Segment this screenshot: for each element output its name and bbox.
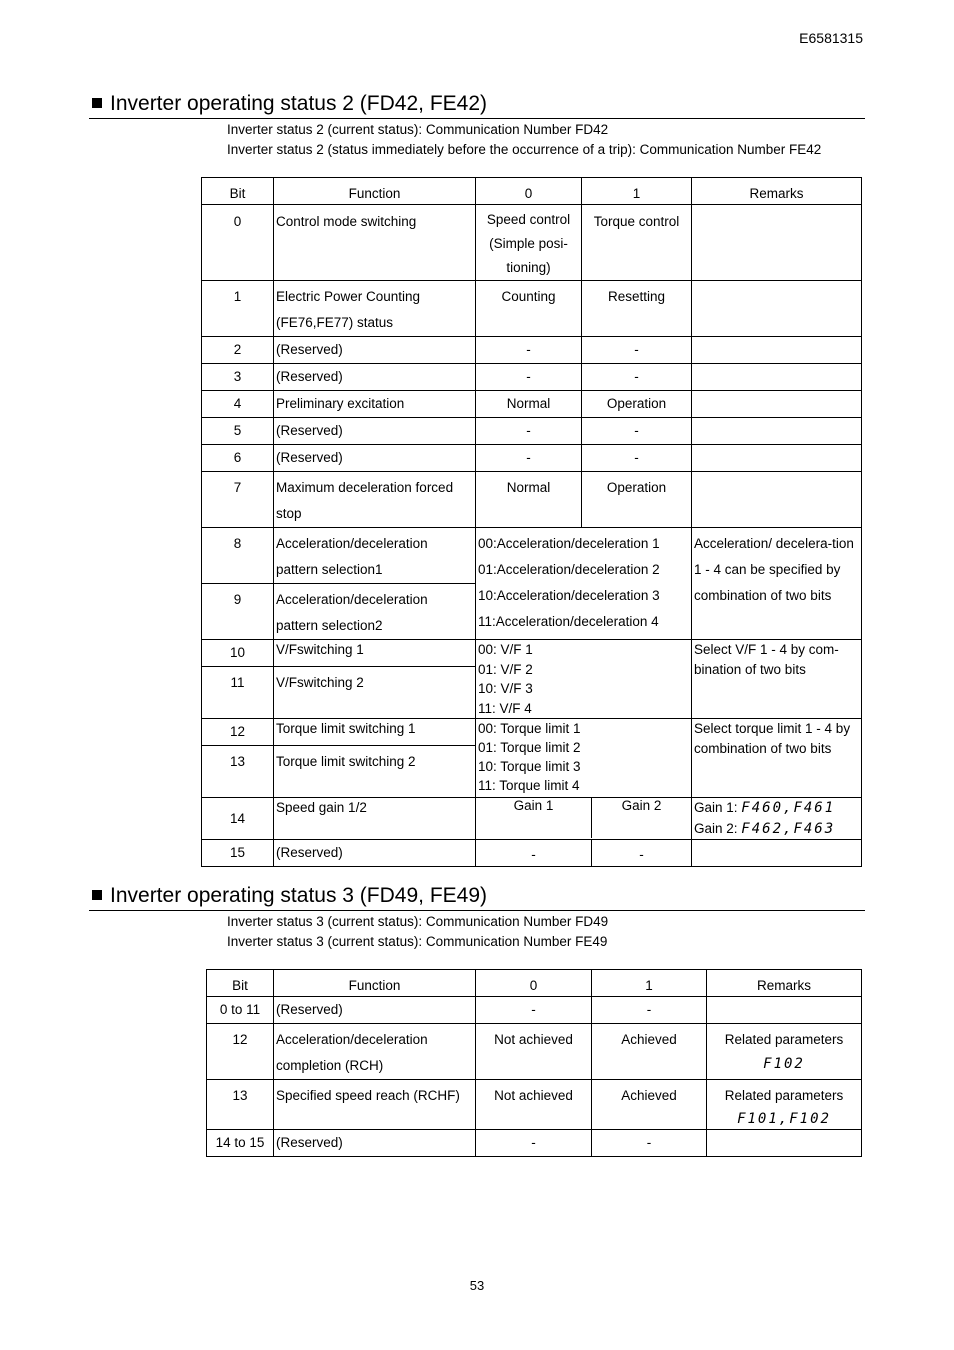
status-2-table [201,177,862,867]
function-cell: (Reserved) [274,337,476,364]
remarks-cell [692,281,862,337]
value-one-cell: Gain 2 [621,798,662,813]
value-one-cell: Resetting [582,281,692,337]
function-cell: V/Fswitching 2 [274,667,476,719]
related-parameters-codes: F101,F102 [737,1111,831,1127]
function-cell: (Reserved) [274,997,476,1024]
value-zero-cell: - [476,997,592,1024]
remarks-cell: Acceleration/ decelera-tion 1 - 4 can be specified by combination of two bits [692,528,862,640]
pattern-value: 01:Acceleration/deceleration 2 [478,562,660,577]
gain-values-cell [476,798,692,840]
value-one-cell: - [582,337,692,364]
table-header-row [202,178,862,205]
section-intro [227,912,608,952]
function-cell: Acceleration/deceleration pattern selection1 [274,528,476,584]
torque-value: 01: Torque limit 2 [478,740,581,755]
status-3-table [206,969,862,1157]
value-zero-cell: Speed control (Simple posi-tioning) [476,205,582,281]
torque-value: 11: Torque limit 4 [478,778,580,793]
header-remarks: Remarks [692,178,862,205]
value-one-cell: Torque control [582,205,692,281]
intro-line: Inverter status 3 (current status): Communication Number FE49 [227,934,608,949]
value-zero-cell: Counting [476,281,582,337]
bit-cell: 11 [202,667,274,719]
value-zero-cell: Not achieved [476,1024,592,1080]
function-cell: Electric Power Counting (FE76,FE77) status [274,281,476,337]
function-cell: (Reserved) [274,445,476,472]
function-cell: V/Fswitching 1 [274,640,476,667]
bit-cell: 2 [202,337,274,364]
remarks-cell: Select V/F 1 - 4 by com-bination of two bits [692,640,862,719]
header-zero: 0 [476,970,592,997]
function-cell: Specified speed reach (RCHF) [274,1080,476,1130]
value-one-cell: - [592,997,707,1024]
pattern-value: 00:Acceleration/deceleration 1 [478,536,660,551]
remarks-cell [692,337,862,364]
table-row [202,798,862,840]
header-function: Function [274,970,476,997]
vf-value: 01: V/F 2 [478,661,533,677]
intro-line: Inverter status 3 (current status): Communication Number FD49 [227,914,609,929]
bit-cell: 7 [202,472,274,528]
table-row [207,1024,862,1080]
header-one: 1 [582,178,692,205]
intro-line: Inverter status 2 (status immediately before the occurrence of a trip): Communication Number FE42 [227,142,822,157]
function-cell: Maximum deceleration forced stop [274,472,476,528]
value-one-cell: - [582,364,692,391]
section-title: Inverter operating status 3 (FD49, FE49) [110,884,488,907]
remarks-cell [692,391,862,418]
bullet-square-icon [92,98,102,108]
table-row [202,840,862,867]
remarks-cell: Select torque limit 1 - 4 by combination of two bits [692,719,862,798]
related-parameters-codes: F102 [763,1056,805,1072]
function-cell: (Reserved) [274,418,476,445]
value-zero-cell: - [476,418,582,445]
function-cell: Preliminary excitation [274,391,476,418]
bit-cell: 14 [202,798,274,840]
pattern-value: 11:Acceleration/deceleration 4 [478,614,659,629]
bit-cell: 3 [202,364,274,391]
value-one-cell: - [582,418,692,445]
bit-cell: 0 [202,205,274,281]
bit-cell: 5 [202,418,274,445]
bit-cell: 12 [207,1024,274,1080]
value-zero-cell: - [476,1130,592,1157]
function-cell: Control mode switching [274,205,476,281]
remarks-cell [692,364,862,391]
related-parameters-label: Related parameters [724,1088,844,1103]
bit-cell: 15 [202,840,274,867]
bit-cell: 0 to 11 [207,997,274,1024]
remarks-cell [692,798,862,840]
value-zero-cell: - [476,445,582,472]
header-zero: 0 [476,178,582,205]
value-zero-cell: - [476,337,582,364]
value-zero-cell: Normal [476,391,582,418]
table-row [207,1130,862,1157]
related-parameters-label: Related parameters [724,1032,844,1047]
function-cell: Acceleration/deceleration pattern selection2 [274,584,476,640]
table-row [202,640,862,667]
gain-1-remark [694,798,859,819]
page-number: 53 [469,1278,485,1293]
bit-cell: 14 to 15 [207,1130,274,1157]
vf-value: 10: V/F 3 [478,681,533,696]
table-row [202,472,862,528]
table-row [202,281,862,337]
table-row [202,418,862,445]
table-header-row [207,970,862,997]
value-one-cell: - [639,847,644,862]
value-one-cell: Operation [582,472,692,528]
gain-2-params: F462,F463 [741,820,836,837]
gain-1-label: Gain 1: [694,800,738,815]
header-function: Function [274,178,476,205]
remarks-cell [692,445,862,472]
value-zero-cell: - [476,364,582,391]
remarks-cell [692,205,862,281]
bit-cell: 13 [202,746,274,798]
function-cell: Acceleration/deceleration completion (RCH) [274,1024,476,1080]
value-one-cell: Achieved [592,1080,707,1130]
vf-value: 00: V/F 1 [478,642,533,657]
table-row [202,337,862,364]
table-row [202,719,862,746]
value-one-cell: Operation [582,391,692,418]
function-cell: Torque limit switching 1 [274,719,476,746]
bit-cell: 9 [202,584,274,640]
value-zero-cell: Normal [476,472,582,528]
torque-value: 00: Torque limit 1 [478,721,581,736]
torque-values-cell [476,719,692,798]
value-one-cell: Achieved [592,1024,707,1080]
header-bit: Bit [202,178,274,205]
value-zero-cell: Not achieved [476,1080,592,1130]
function-cell: Torque limit switching 2 [274,746,476,798]
header-one: 1 [592,970,707,997]
section-heading-status-3 [89,881,865,911]
function-cell: (Reserved) [274,840,476,867]
table-row [202,364,862,391]
header-remarks: Remarks [707,970,862,997]
remarks-cell [707,1130,862,1157]
table-row [202,391,862,418]
remarks-cell [692,472,862,528]
function-cell: (Reserved) [274,364,476,391]
section-title: Inverter operating status 2 (FD42, FE42) [110,92,488,115]
bit-cell: 1 [202,281,274,337]
function-cell: (Reserved) [274,1130,476,1157]
remarks-cell [692,418,862,445]
pattern-value: 10:Acceleration/deceleration 3 [478,588,660,603]
value-zero-cell: - [476,840,592,866]
table-row [207,1080,862,1130]
bit-cell: 10 [202,640,274,667]
accel-pattern-values-cell [476,528,692,640]
value-one-cell: - [582,445,692,472]
table-row [207,997,862,1024]
function-cell: Speed gain 1/2 [274,798,476,840]
gain-2-remark [694,819,859,840]
bit-cell: 13 [207,1080,274,1130]
bit-cell: 6 [202,445,274,472]
table-row [202,445,862,472]
reserved-values-cell [476,840,692,867]
gain-1-params: F460,F461 [741,800,836,816]
vf-value: 11: V/F 4 [478,700,532,716]
table-row [202,205,862,281]
remarks-cell [692,840,862,867]
bit-cell: 4 [202,391,274,418]
table-row [202,528,862,584]
bit-cell: 8 [202,528,274,584]
remarks-cell [707,1080,862,1130]
gain-2-label: Gain 2: [694,820,738,836]
section-intro [227,120,821,160]
value-one-cell: - [592,1130,707,1157]
vf-values-cell [476,640,692,719]
value-zero-cell: Gain 1 [476,798,592,838]
header-bit: Bit [207,970,274,997]
bit-cell: 12 [202,719,274,746]
bullet-square-icon [92,890,102,900]
remarks-cell [707,1024,862,1080]
torque-value: 10: Torque limit 3 [478,759,581,774]
section-heading-status-2 [89,89,865,119]
document-id: E6581315 [799,30,863,46]
intro-line: Inverter status 2 (current status): Communication Number FD42 [227,122,609,137]
remarks-cell [707,997,862,1024]
